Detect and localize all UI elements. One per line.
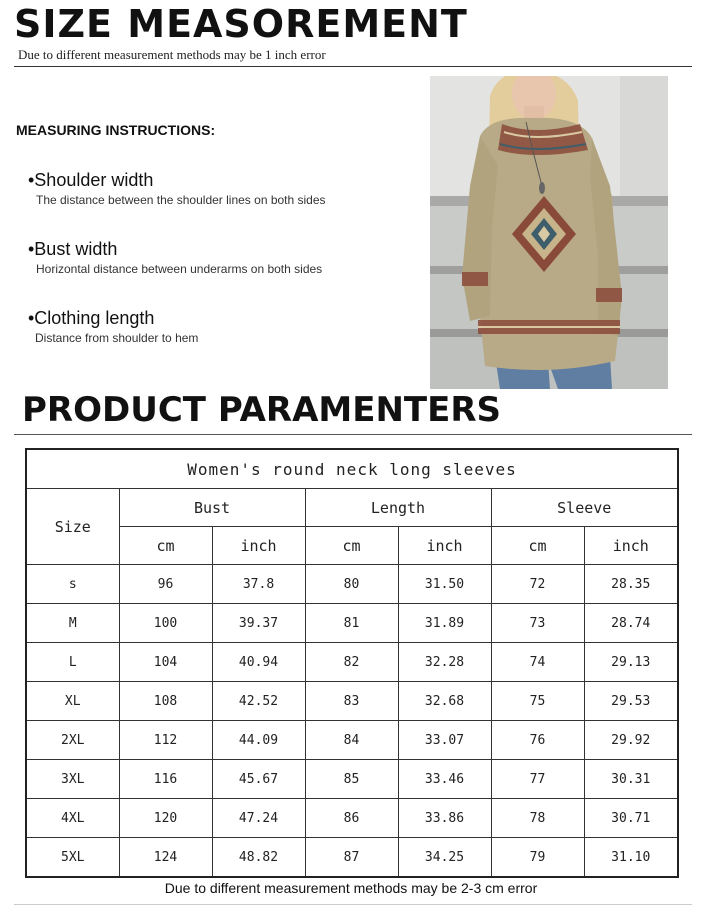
table-body (26, 565, 678, 878)
size-cell: 5XL (26, 838, 119, 878)
table-cell: 116 (119, 760, 212, 799)
group-header-length: Length (305, 489, 491, 527)
table-cell: 47.24 (212, 799, 305, 838)
table-cell: 78 (491, 799, 584, 838)
table-cell: 124 (119, 838, 212, 878)
table-cell: 29.53 (584, 682, 678, 721)
unit-header: inch (212, 527, 305, 565)
divider (14, 66, 692, 67)
table-cell: 39.37 (212, 604, 305, 643)
table-cell: 29.13 (584, 643, 678, 682)
unit-header: cm (491, 527, 584, 565)
table-row (26, 682, 678, 721)
table-cell: 84 (305, 721, 398, 760)
table-cell: 33.86 (398, 799, 491, 838)
table-cell: 72 (491, 565, 584, 604)
page-subtitle: Due to different measurement methods may be 1 inch error (18, 47, 326, 62)
unit-header: inch (584, 527, 678, 565)
table-cell: 45.67 (212, 760, 305, 799)
table-cell: 32.28 (398, 643, 491, 682)
table-row (26, 760, 678, 799)
unit-header: cm (119, 527, 212, 565)
size-cell: M (26, 604, 119, 643)
table-cell: 112 (119, 721, 212, 760)
divider (14, 904, 692, 905)
instruction-item-shoulder (28, 170, 326, 207)
table-cell: 104 (119, 643, 212, 682)
instruction-title: •Bust width (28, 239, 118, 259)
table-cell: 28.35 (584, 565, 678, 604)
group-header-bust: Bust (119, 489, 305, 527)
table-cell: 83 (305, 682, 398, 721)
table-cell: 37.8 (212, 565, 305, 604)
table-cell: 33.46 (398, 760, 491, 799)
table-row (26, 721, 678, 760)
table-cell: 29.92 (584, 721, 678, 760)
table-cell: 120 (119, 799, 212, 838)
size-cell: 4XL (26, 799, 119, 838)
size-column-header: Size (26, 489, 119, 565)
instruction-desc: Distance from shoulder to hem (35, 331, 199, 345)
table-cell: 108 (119, 682, 212, 721)
instructions-heading: MEASURING INSTRUCTIONS: (16, 122, 216, 138)
table-cell: 31.89 (398, 604, 491, 643)
unit-header: inch (398, 527, 491, 565)
table-cell: 79 (491, 838, 584, 878)
table-cell: 82 (305, 643, 398, 682)
instruction-desc: Horizontal distance between underarms on both sides (36, 262, 323, 276)
table-cell: 75 (491, 682, 584, 721)
model-photo-icon (430, 76, 668, 389)
table-cell: 42.52 (212, 682, 305, 721)
size-cell: 3XL (26, 760, 119, 799)
table-cell: 87 (305, 838, 398, 878)
table-cell: 44.09 (212, 721, 305, 760)
table-cell: 74 (491, 643, 584, 682)
instruction-title: •Shoulder width (28, 170, 154, 190)
table-cell: 73 (491, 604, 584, 643)
divider (14, 434, 692, 435)
product-photo (430, 76, 668, 389)
table-cell: 76 (491, 721, 584, 760)
table-cell: 30.71 (584, 799, 678, 838)
instruction-item-bust (28, 239, 322, 276)
instruction-desc: The distance between the shoulder lines on both sides (36, 193, 326, 207)
table-cell: 40.94 (212, 643, 305, 682)
table-row (26, 838, 678, 878)
table-cell: 31.10 (584, 838, 678, 878)
instruction-title: •Clothing length (28, 308, 155, 328)
table-cell: 85 (305, 760, 398, 799)
table-cell: 32.68 (398, 682, 491, 721)
table-cell: 28.74 (584, 604, 678, 643)
group-header-sleeve: Sleeve (491, 489, 678, 527)
section-title: PRODUCT PARAMENTERS (22, 390, 502, 430)
size-cell: 2XL (26, 721, 119, 760)
table-cell: 34.25 (398, 838, 491, 878)
table-cell: 33.07 (398, 721, 491, 760)
table-row (26, 565, 678, 604)
table-cell: 81 (305, 604, 398, 643)
table-row (26, 799, 678, 838)
table-cell: 30.31 (584, 760, 678, 799)
table-cell: 48.82 (212, 838, 305, 878)
table-cell: 86 (305, 799, 398, 838)
instruction-item-length (28, 308, 198, 345)
size-cell: L (26, 643, 119, 682)
table-cell: 96 (119, 565, 212, 604)
table-row (26, 604, 678, 643)
size-cell: s (26, 565, 119, 604)
footnote: Due to different measurement methods may be 2-3 cm error (164, 880, 538, 896)
table-cell: 31.50 (398, 565, 491, 604)
unit-header: cm (305, 527, 398, 565)
table-row (26, 643, 678, 682)
size-chart-table (25, 448, 679, 878)
table-caption: Women's round neck long sleeves (26, 449, 678, 489)
table-cell: 100 (119, 604, 212, 643)
size-cell: XL (26, 682, 119, 721)
page-title: SIZE MEASOREMENT (14, 2, 468, 46)
table-cell: 80 (305, 565, 398, 604)
table-cell: 77 (491, 760, 584, 799)
